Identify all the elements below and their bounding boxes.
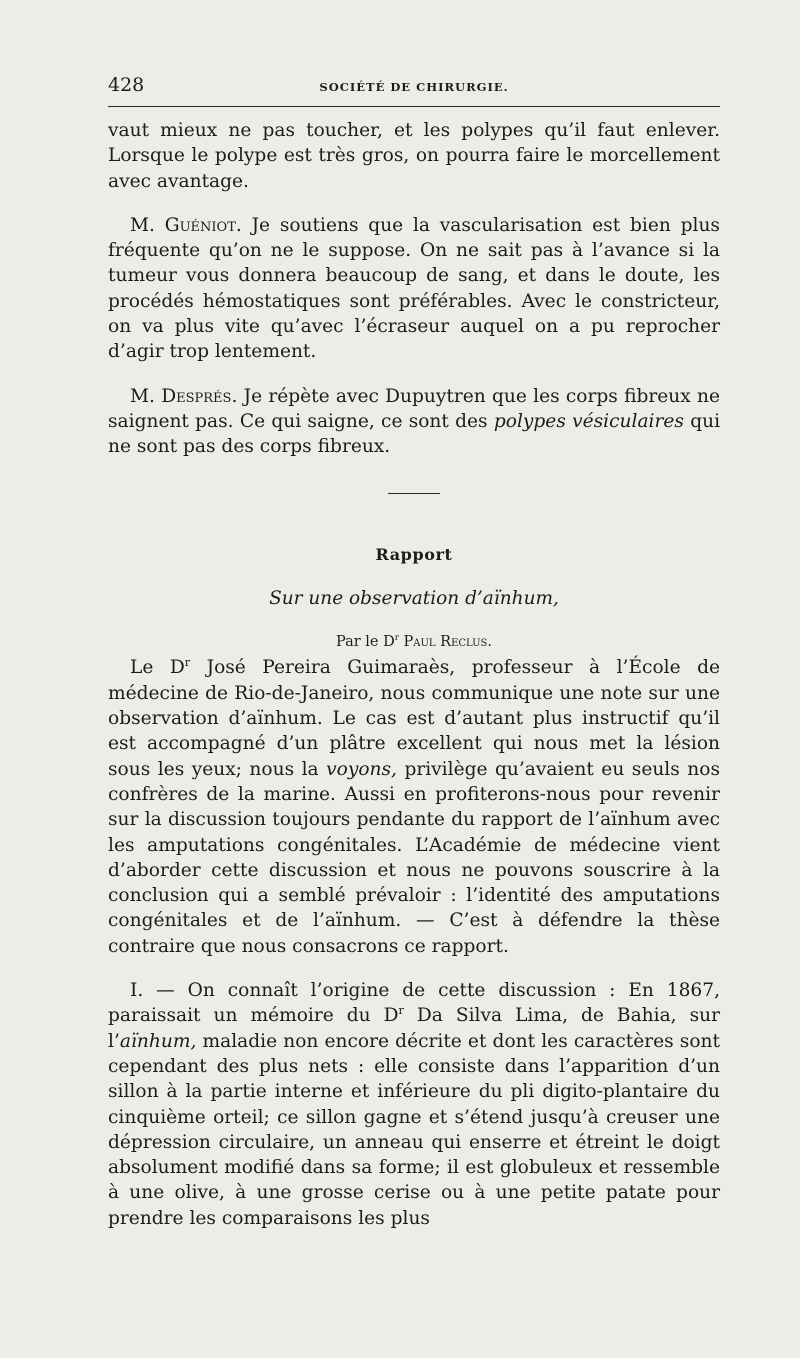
report-title: Sur une observation d’aïnhum, bbox=[269, 587, 559, 609]
despres-italic: polypes vésiculaires bbox=[493, 410, 684, 432]
page-number: 428 bbox=[108, 74, 145, 96]
author-name: Paul Reclus. bbox=[403, 634, 493, 651]
paragraph-report-intro bbox=[108, 655, 720, 959]
s1-3: maladie non encore décrite et dont les caractères sont cependant des plus nets : elle consiste dans l’apparition d’un sillon à la partie interne et inférieure du pli digito-plantaire du cinquième orteil; ce sillon gagne et s’étend jusqu’à creuser une dépression circulaire, un anneau qui enserre et étreint le doigt absolument modifié dans sa forme; il est globuleux et ressemble à une olive, à une grosse cerise ou à une petite patate pour prendre les comparaisons les plus bbox=[108, 1030, 720, 1229]
intro-1: Le D bbox=[130, 657, 185, 679]
page-header bbox=[108, 72, 720, 107]
report-author bbox=[108, 630, 720, 655]
author-prefix: Par le D bbox=[335, 634, 395, 651]
report-heading: Rapport bbox=[375, 544, 453, 564]
s1-2: Da Silva Lima, de Bahia, sur l’ bbox=[108, 1005, 720, 1052]
author-sup: r bbox=[394, 633, 399, 644]
s1-sup: r bbox=[398, 1004, 404, 1018]
s1-italic: aïnhum, bbox=[119, 1030, 197, 1052]
gueniot-text: Je soutiens que la vascularisation est bien plus fréquente qu’on ne le suppose. On ne sait pas à l’avance si la tumeur vous donnera beaucoup de sang, et dans le doute, les procédés hémostatiques sont préférables. Avec le constricteur, on va plus vite qu’avec l’écraseur auquel on a pu reprocher d’agir trop lentement. bbox=[108, 214, 720, 363]
paragraph-section-1 bbox=[108, 978, 720, 1231]
intro-2: José Pereira Guimaraès, professeur à l’École de médecine de Rio-de-Janeiro, nous communique une note sur une observation d’aïnhum. Le cas est d’autant plus instructif qu’il est accompagné d’un plâtre excellent qui nous met la lésion sous les yeux; nous la bbox=[108, 657, 720, 780]
paragraph-continuation: vaut mieux ne pas toucher, et les polypes qu’il faut enlever. Lorsque le polype est très gros, on pourra faire le morcellement avec avantage. bbox=[108, 120, 720, 192]
speaker-despres: M. Després. bbox=[130, 385, 238, 407]
s1-1: I. — On connaît l’origine de cette discussion : En 1867, paraissait un mémoire du D bbox=[108, 980, 720, 1027]
intro-italic: voyons, bbox=[326, 758, 397, 780]
despres-text-2: qui ne sont pas des corps fibreux. bbox=[108, 410, 721, 458]
running-title: SOCIÉTÉ DE CHIRURGIE. bbox=[319, 80, 509, 94]
paragraph-despres bbox=[108, 384, 720, 460]
section-divider bbox=[388, 493, 440, 494]
paragraph-gueniot bbox=[108, 213, 720, 365]
intro-3: privilège qu’avaient eu seuls nos confrères de la marine. Aussi en profiterons-nous pour revenir sur la discussion toujours pendante du rapport de l’aïnhum avec les amputations congénitales. L’Académie de médecine vient d’aborder cette discussion et nous ne pouvons souscrire à la conclusion qui a semblé prévaloir : l’identité des amputations congénitales et de l’aïnhum. — C’est à défendre la thèse contraire que nous consacrons ce rapport. bbox=[108, 758, 720, 957]
despres-text-1: Je répète avec Dupuytren que les corps fibreux ne saignent pas. Ce qui saigne, ce sont des bbox=[108, 385, 720, 432]
intro-sup: r bbox=[184, 656, 191, 670]
speaker-gueniot: M. Guéniot. bbox=[130, 214, 242, 236]
body-text bbox=[108, 118, 720, 1231]
